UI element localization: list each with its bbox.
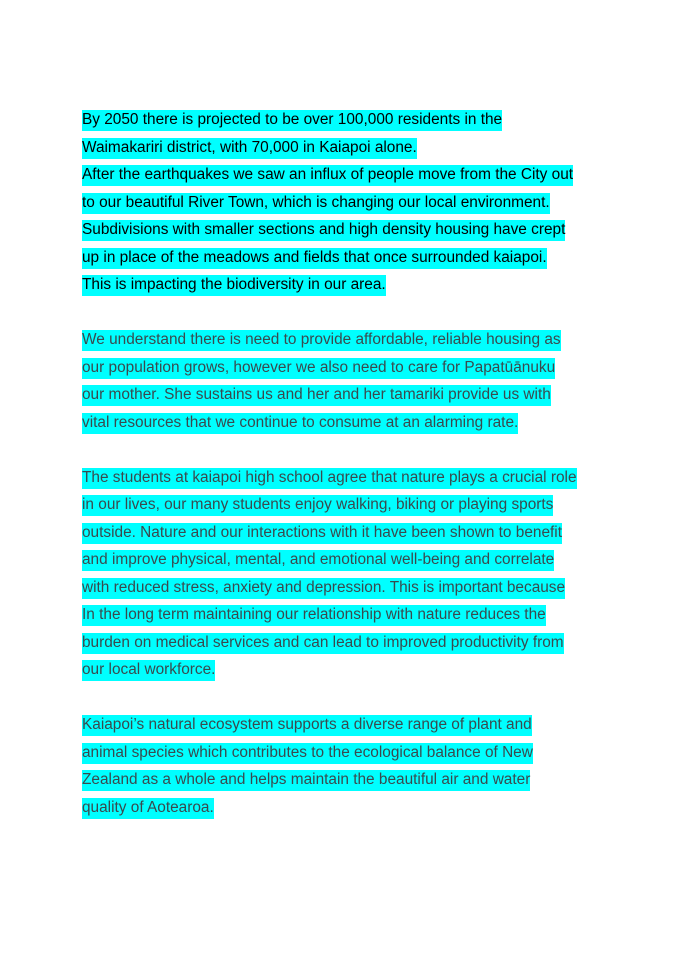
document-body bbox=[82, 106, 612, 821]
text-line bbox=[82, 601, 612, 629]
highlighted-text: animal species which contributes to the ecological balance of New bbox=[82, 743, 533, 764]
text-line bbox=[82, 629, 612, 657]
paragraph-students-nature bbox=[82, 464, 612, 684]
text-line bbox=[82, 656, 612, 684]
highlighted-text: Zealand as a whole and helps maintain the beautiful air and water bbox=[82, 770, 530, 791]
highlighted-text: In the long term maintaining our relationship with nature reduces the bbox=[82, 605, 546, 626]
paragraph-housing-papatuanuku bbox=[82, 326, 612, 436]
highlighted-text: burden on medical services and can lead to improved productivity from bbox=[82, 633, 564, 654]
paragraph-spacer bbox=[82, 684, 612, 712]
paragraph-ecosystem bbox=[82, 711, 612, 821]
text-line bbox=[82, 711, 612, 739]
highlighted-text: to our beautiful River Town, which is changing our local environment. bbox=[82, 193, 550, 214]
text-line bbox=[82, 354, 612, 382]
text-line bbox=[82, 766, 612, 794]
paragraph-population-growth bbox=[82, 106, 612, 299]
text-line bbox=[82, 794, 612, 822]
highlighted-text: This is impacting the biodiversity in our area. bbox=[82, 275, 386, 296]
highlighted-text: in our lives, our many students enjoy walking, biking or playing sports bbox=[82, 495, 553, 516]
text-line bbox=[82, 739, 612, 767]
highlighted-text: our mother. She sustains us and her and her tamariki provide us with bbox=[82, 385, 551, 406]
text-line bbox=[82, 244, 612, 272]
highlighted-text: up in place of the meadows and fields that once surrounded kaiapoi. bbox=[82, 248, 547, 269]
text-line bbox=[82, 216, 612, 244]
highlighted-text: Subdivisions with smaller sections and high density housing have crept bbox=[82, 220, 565, 241]
highlighted-text: We understand there is need to provide affordable, reliable housing as bbox=[82, 330, 561, 351]
text-line bbox=[82, 134, 612, 162]
text-line bbox=[82, 381, 612, 409]
highlighted-text: our local workforce. bbox=[82, 660, 215, 681]
highlighted-text: By 2050 there is projected to be over 100,000 residents in the bbox=[82, 110, 502, 131]
text-line bbox=[82, 189, 612, 217]
text-line bbox=[82, 519, 612, 547]
text-line bbox=[82, 464, 612, 492]
highlighted-text: and improve physical, mental, and emotional well-being and correlate bbox=[82, 550, 554, 571]
highlighted-text: Kaiapoi’s natural ecosystem supports a diverse range of plant and bbox=[82, 715, 532, 736]
highlighted-text: After the earthquakes we saw an influx of people move from the City out bbox=[82, 165, 573, 186]
paragraph-spacer bbox=[82, 436, 612, 464]
highlighted-text: Waimakariri district, with 70,000 in Kaiapoi alone. bbox=[82, 138, 417, 159]
highlighted-text: with reduced stress, anxiety and depression. This is important because bbox=[82, 578, 565, 599]
paragraph-spacer bbox=[82, 299, 612, 327]
highlighted-text: outside. Nature and our interactions with it have been shown to benefit bbox=[82, 523, 562, 544]
text-line bbox=[82, 574, 612, 602]
text-line bbox=[82, 546, 612, 574]
highlighted-text: vital resources that we continue to consume at an alarming rate. bbox=[82, 413, 518, 434]
text-line bbox=[82, 106, 612, 134]
text-line bbox=[82, 491, 612, 519]
text-line bbox=[82, 409, 612, 437]
highlighted-text: The students at kaiapoi high school agree that nature plays a crucial role bbox=[82, 468, 577, 489]
highlighted-text: our population grows, however we also need to care for Papatūānuku bbox=[82, 358, 555, 379]
text-line bbox=[82, 271, 612, 299]
text-line bbox=[82, 161, 612, 189]
text-line bbox=[82, 326, 612, 354]
highlighted-text: quality of Aotearoa. bbox=[82, 798, 214, 819]
